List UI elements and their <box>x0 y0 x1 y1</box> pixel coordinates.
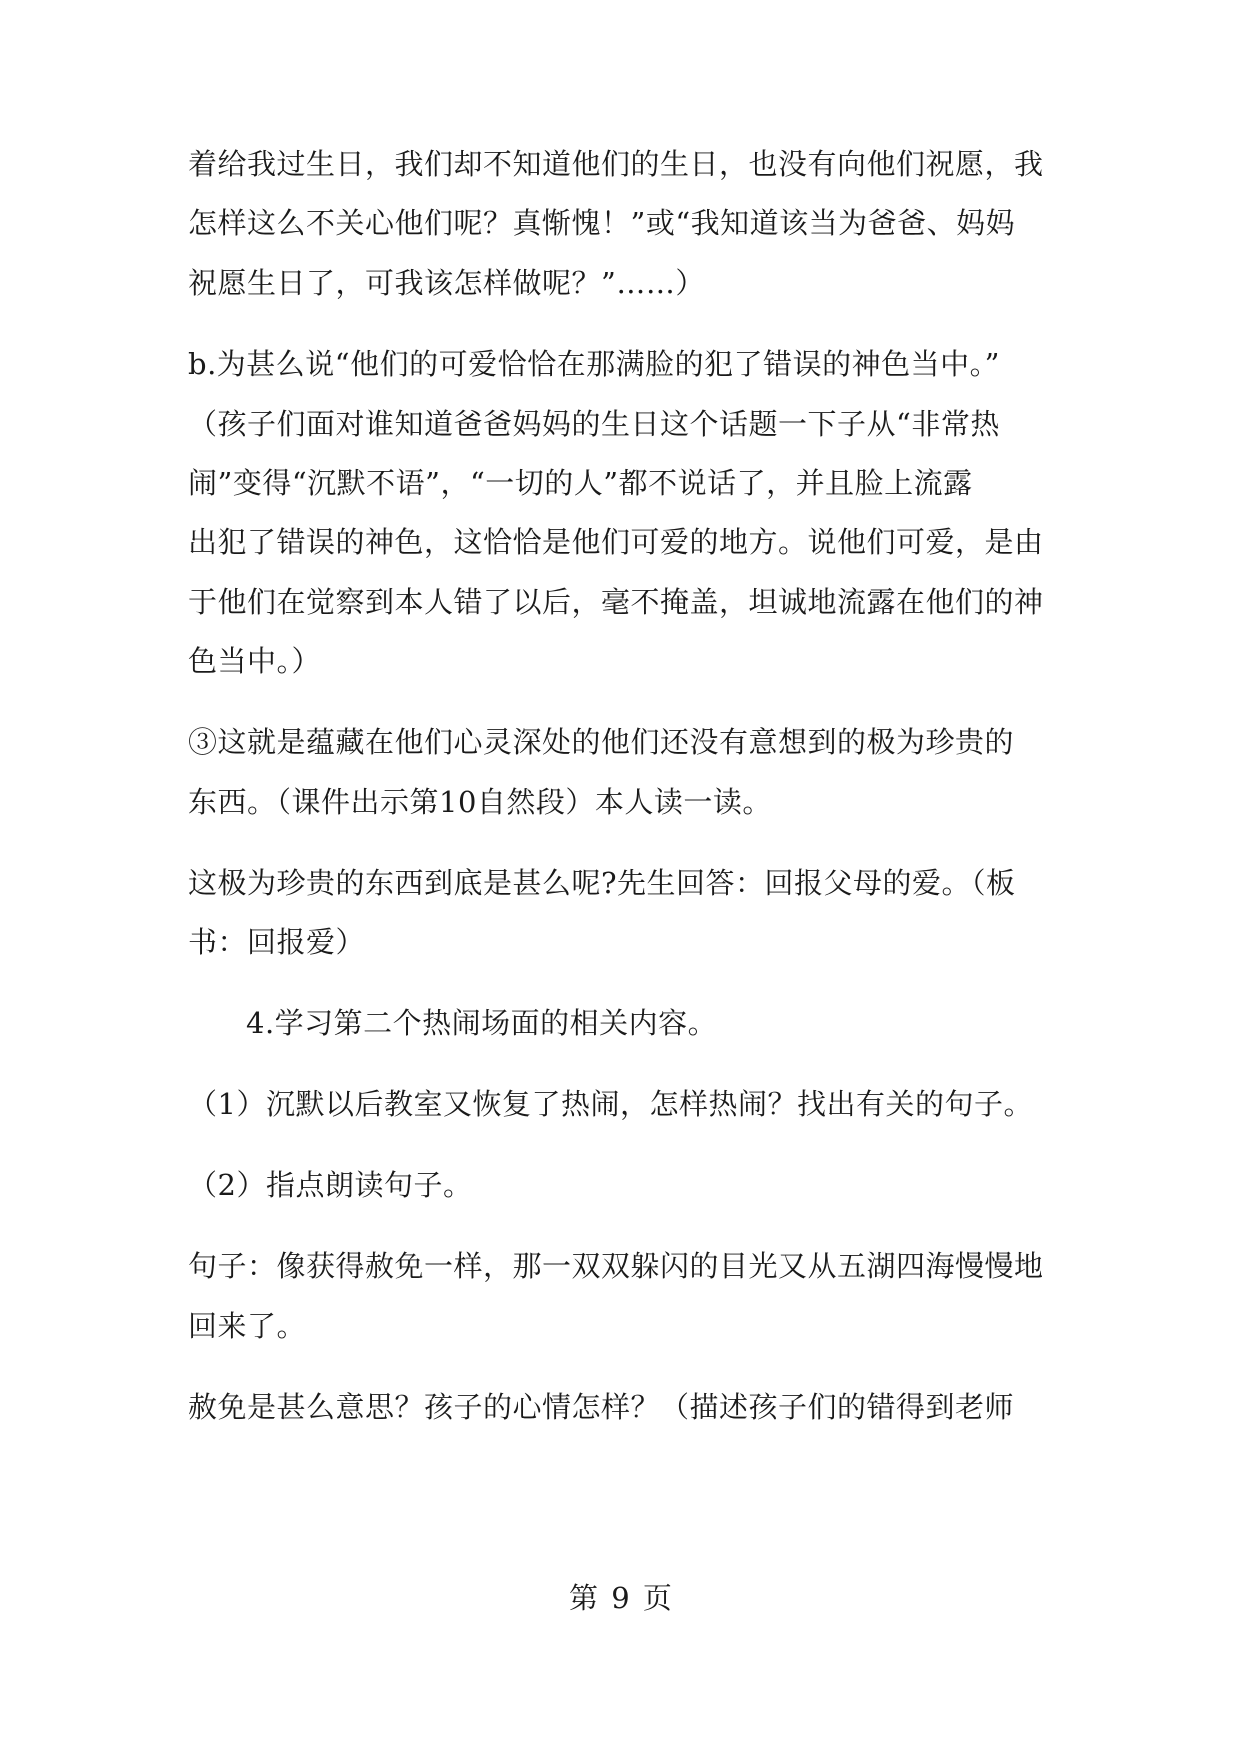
text-line: 出犯了错误的神色，这恰恰是他们可爱的地方。说他们可爱，是由 <box>188 525 1044 559</box>
text-line: 回来了。 <box>188 1309 307 1343</box>
text-line: 色当中。） <box>188 644 322 678</box>
text-line: （2）指点朗读句子。 <box>188 1168 473 1202</box>
text-line: 祝愿生日了，可我该怎样做呢？”……） <box>188 266 705 300</box>
text-line: 东西。（课件出示第10自然段）本人读一读。 <box>188 785 772 819</box>
text-line: b.为甚么说“他们的可爱恰恰在那满脸的犯了错误的神色当中。” <box>188 347 1000 381</box>
text-line: 于他们在觉察到本人错了以后，毫不掩盖，坦诚地流露在他们的神 <box>188 585 1044 619</box>
text-line: 书：回报爱） <box>188 925 366 959</box>
text-line: 这极为珍贵的东西到底是甚么呢?先生回答：回报父母的爱。（板 <box>188 866 1016 900</box>
text-line: （孩子们面对谁知道爸爸妈妈的生日这个话题一下子从“非常热 <box>188 407 1000 441</box>
page-number: 第 9 页 <box>569 1581 672 1615</box>
text-line: 闹”变得“沉默不语”，“一切的人”都不说话了，并且脸上流露 <box>188 466 973 500</box>
text-line: 怎样这么不关心他们呢？真惭愧！”或“我知道该当为爸爸、妈妈 <box>188 206 1016 240</box>
text-line: 句子：像获得赦免一样，那一双双躲闪的目光又从五湖四海慢慢地 <box>188 1249 1044 1283</box>
text-line: 赦免是甚么意思？孩子的心情怎样？（描述孩子们的错得到老师 <box>188 1390 1015 1424</box>
section-heading: 4.学习第二个热闹场面的相关内容。 <box>246 1006 718 1040</box>
text-line: （1）沉默以后教室又恢复了热闹，怎样热闹？找出有关的句子。 <box>188 1087 1033 1121</box>
text-line: ③这就是蕴藏在他们心灵深处的他们还没有意想到的极为珍贵的 <box>188 725 1015 759</box>
text-line: 着给我过生日，我们却不知道他们的生日，也没有向他们祝愿，我 <box>188 147 1044 181</box>
